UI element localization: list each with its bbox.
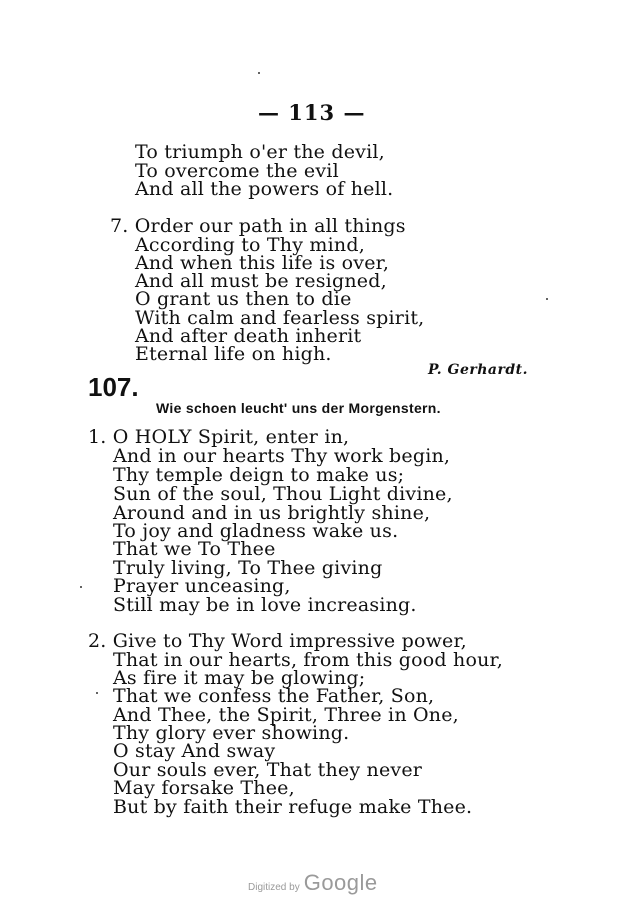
verse-line: Truly living, To Thee giving — [113, 557, 383, 579]
verse-line: O grant us then to die — [135, 288, 352, 310]
verse-line: Sun of the soul, Thou Light divine, — [113, 483, 453, 505]
verse-line: As fire it may be glowing; — [113, 667, 366, 689]
continuation-line: And all the powers of hell. — [135, 178, 394, 200]
scan-speck — [258, 72, 260, 74]
tune-name: Wie schoen leucht' uns der Morgenstern. — [156, 400, 441, 416]
verse-line: To joy and gladness wake us. — [113, 520, 399, 542]
verse-line: 7. Order our path in all things — [110, 215, 406, 237]
verse-line: Prayer unceasing, — [113, 575, 291, 597]
verse-line: And all must be resigned, — [135, 270, 387, 292]
verse-line: And after death inherit — [135, 325, 362, 347]
verse-line: With calm and fearless spirit, — [135, 307, 425, 329]
verse-line: O stay And sway — [113, 740, 276, 762]
page-number: — 113 — — [258, 100, 366, 125]
verse-line: Thy temple deign to make us; — [113, 464, 405, 486]
digitized-by-google-watermark — [248, 870, 378, 896]
verse-line: And when this life is over, — [135, 252, 390, 274]
scan-speck — [546, 298, 548, 300]
google-logo-text: Google — [303, 870, 378, 895]
verse-line: And Thee, the Spirit, Three in One, — [113, 704, 459, 726]
digitized-by-label: Digitized by — [248, 882, 300, 893]
scan-speck — [80, 586, 82, 588]
verse-line: And in our hearts Thy work begin, — [113, 445, 451, 467]
scan-speck — [96, 692, 98, 694]
verse-line: But by faith their refuge make Thee. — [113, 796, 473, 818]
hymn-number: 107. — [88, 372, 139, 402]
verse-line: 2. Give to Thy Word impressive power, — [88, 630, 467, 652]
verse-line: Thy glory ever showing. — [113, 722, 350, 744]
verse-line: That in our hearts, from this good hour, — [113, 649, 503, 671]
continuation-line: To overcome the evil — [135, 160, 339, 182]
verse-line: Eternal life on high. — [135, 343, 332, 365]
verse-line: According to Thy mind, — [135, 234, 365, 256]
verse-line: 1. O HOLY Spirit, enter in, — [88, 426, 350, 448]
verse-line: That we confess the Father, Son, — [113, 685, 435, 707]
verse-line: Still may be in love increasing. — [113, 594, 417, 616]
continuation-line: To triumph o'er the devil, — [135, 141, 385, 163]
verse-line: Our souls ever, That they never — [113, 759, 423, 781]
verse-line: May forsake Thee, — [113, 777, 295, 799]
verse-line: Around and in us brightly shine, — [113, 502, 431, 524]
verse-line: That we To Thee — [113, 538, 276, 560]
author-attribution: P. Gerhardt. — [428, 362, 528, 378]
